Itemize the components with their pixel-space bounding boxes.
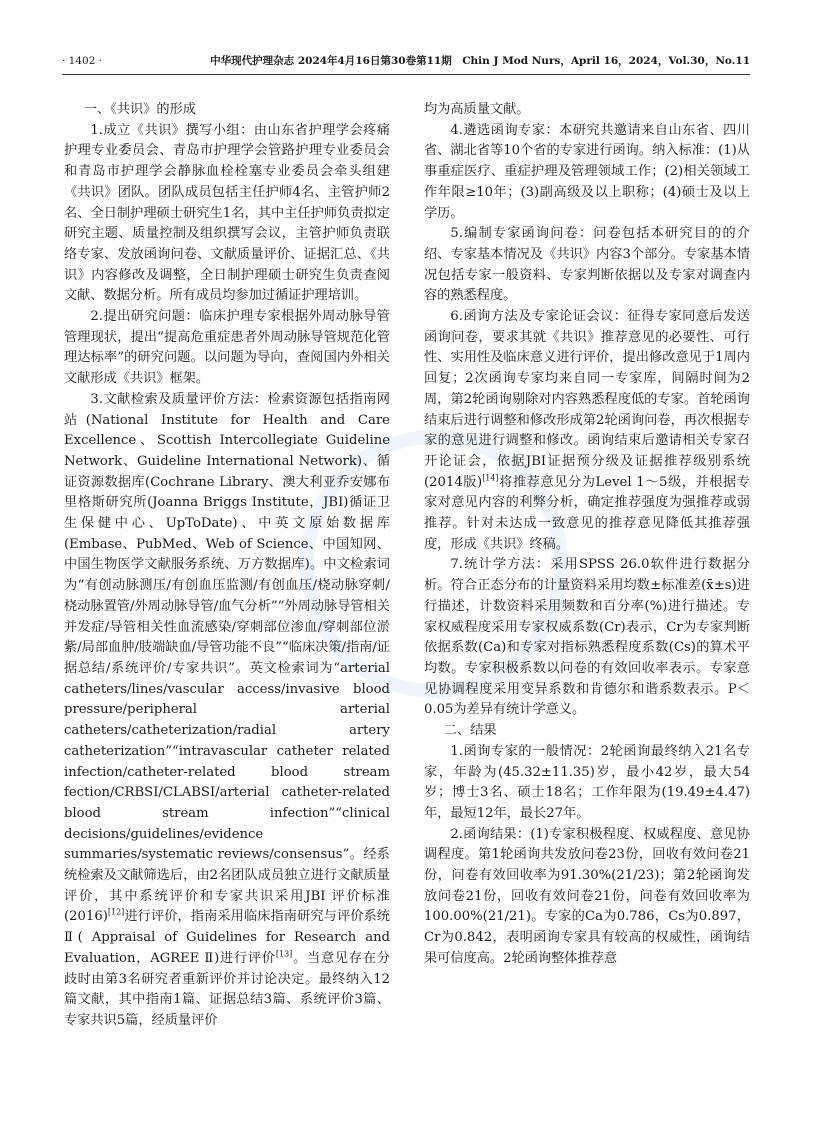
- paragraph: [424, 100, 750, 121]
- paragraph-text: 一、《共识》的形成: [83, 102, 196, 117]
- paragraph-text: 5.编制专家函询问卷：问卷包括本研究目的的介绍、专家基本情况及《共识》内容3个部分。专家基本情况包括专家一般资料、专家判断依据以及专家对调查内容的熟悉程度。: [424, 226, 750, 304]
- paragraph: [64, 390, 390, 1032]
- header-rule: [62, 74, 750, 75]
- citation-ref: [13]: [275, 949, 293, 959]
- paragraph-text: 均为高质量文献。: [424, 102, 530, 117]
- paragraph-text: 1.成立《共识》撰写小组：由山东省护理学会疼痛护理专业委员会、青岛市护理学会管路护理专业委员会和青岛市护理学会静脉血栓栓塞专业委员会牵头组建《共识》团队。团队成员包括主任护师4名、主管护师2名、全日制护理硕士研究生1名，其中主任护师负责拟定研究主题、质量控制及组织撰写会议，主管护师负责联络专家、发放函询问卷、文献质量评价、证据汇总、《共识》内容修改及调整，全日制护理硕士研究生负责查阅文献、数据分析。所有成员均参加过循证护理培训。: [64, 122, 390, 304]
- paragraph: [424, 224, 750, 307]
- citation-ref: [12]: [107, 908, 125, 918]
- paragraph-text: 。当意见存在分歧时由第3名研究者重新评价并讨论决定。最终纳入12篇文献，其中指南1篇、证据总结3篇、系统评价3篇、专家共识5篇，经质量评价: [64, 950, 390, 1028]
- section-heading: [424, 721, 750, 742]
- paragraph: [424, 742, 750, 825]
- paragraph-text: 2.提出研究问题：临床护理专家根据外周动脉导管管理现状，提出“提高危重症患者外周动脉导管规范化管理达标率”的研究问题。以问题为导向，查阅国内外相关文献形成《共识》框架。: [64, 309, 390, 387]
- paragraph-text: 2.函询结果：(1)专家积极程度、权威程度、意见协调程度。第1轮函询共发放问卷23份，回收有效问卷21份，问卷有效回收率为91.30%(21/23)；第2轮函询发放问卷21份，回收有效问卷21份，问卷有效回收率为100.00%(21/21)。专家的Ca为0.786，Cs为0.897，Cr为0.842，表明函询专家具有较高的权威性，函询结果可信度高。2轮函询整体推荐意: [424, 826, 750, 966]
- paragraph-text: 3.文献检索及质量评价方法：检索资源包括指南网站(National Institute for Health and Care Excellence、Scottish Intercollegiate Guideline Network、Guideline International Network)、循证资源数据库(Cochrane Library、澳大利亚乔安娜布里格斯研究所(Joanna Briggs Institute，JBI)循证卫生保健中心、UpToDate)、中英文原始数据库(Embase、PubMed、Web of Science、中国知网、中国生物医学文献服务系统、万方数据库)。中文检索词为“有创动脉测压/有创血压监测/有创血压/桡动脉穿刺/桡动脉置管/外周动脉导管/血气分析”“外周动脉导管相关并发症/导管相关性血流感染/穿刺部位渗血/穿刺部位淤紫/局部血肿/肢端缺血/导管功能不良”“临床决策/指南/证据总结/系统评价/专家共识”。英文检索词为“arterial catheters/lines/vascular access/invasive blood pressure/peripheral arterial catheters/catheterization/radial artery catheterization”“intravascular catheter related infection/catheter-related blood stream fection/CRBSI/CLABSI/arterial catheter-related blood stream infection”“clinical decisions/guidelines/evidence summaries/systematic reviews/consensus”。经系统检索及文献筛选后，由2名团队成员独立进行文献质量评价，其中系统评价和专家共识采用JBI 评价标准(2016): [64, 391, 390, 925]
- paragraph-text: 1.函询专家的一般情况：2轮函询最终纳入21名专家，年龄为(45.32±11.35)岁，最小42岁，最大54岁；博士3名、硕士18名；工作年限为(19.49±4.47)年，最短12年，最长27年。: [424, 743, 750, 821]
- paragraph: [64, 121, 390, 307]
- paragraph: [424, 121, 750, 225]
- paragraph: [424, 307, 750, 555]
- left-column: [64, 100, 390, 1100]
- section-heading: [64, 100, 390, 121]
- paragraph-text: 进行评价，指南采用临床指南研究与评价系统 Ⅱ( Appraisal of Guidelines for Research and Evaluation，AGREE Ⅱ)进行评价: [64, 909, 390, 966]
- journal-citation: 中华现代护理杂志 2024年4月16日第30卷第11期 Chin J Mod Nurs，April 16，2024，Vol.30，No.11: [210, 55, 750, 67]
- page-header: [62, 52, 750, 70]
- citation-ref: [14]: [482, 473, 499, 483]
- paragraph: [424, 555, 750, 721]
- right-column: [424, 100, 750, 1100]
- paragraph: [64, 307, 390, 390]
- paragraph-text: 二、结果: [443, 723, 497, 739]
- paragraph-text: 将推荐意见分为Level 1～5级，并根据专家对意见内容的利弊分析，确定推荐强度为强推荐或弱推荐。针对未达成一致意见的推荐意见降低其推荐强度，形成《共识》终稿。: [424, 474, 750, 552]
- paragraph: [424, 825, 750, 970]
- paragraph-text: 7.统计学方法：采用SPSS 26.0软件进行数据分析。符合正态分布的计量资料采用均数±标准差(x̄±s)进行描述，计数资料采用频数和百分率(%)进行描述。专家权威程度采用专家权威系数(Cr)表示，Cr为专家判断依据系数(Ca)和专家对指标熟悉程度系数(Cs)的算术平均数。专家积极系数以问卷的有效回收率表示。专家意见协调程度采用变异系数和肯德尔和谐系数表示。P＜0.05为差异有统计学意义。: [424, 557, 750, 718]
- page-number: · 1402 ·: [62, 55, 103, 67]
- paragraph-text: 4.遴选函询专家：本研究共邀请来自山东省、四川省、湖北省等10个省的专家进行函询。纳入标准：(1)从事重症医疗、重症护理及管理领域工作；(2)相关领域工作年限≥10年；(3)副高级及以上职称；(4)硕士及以上学历。: [424, 122, 750, 221]
- paragraph-text: 6.函询方法及专家论证会议：征得专家同意后发送函询问卷，要求其就《共识》推荐意见的必要性、可行性、实用性及临床意义进行评价，提出修改意见于1周内回复；2次函询专家均来自同一专家库，间隔时间为2周，第2轮函询剔除对内容熟悉程度低的专家。首轮函询结束后进行调整和修改形成第2轮函询问卷，再次根据专家的意见进行调整和修改。函询结束后邀请相关专家召开论证会，依据JBI证据预分级及证据推荐级别系统(2014版): [424, 309, 750, 490]
